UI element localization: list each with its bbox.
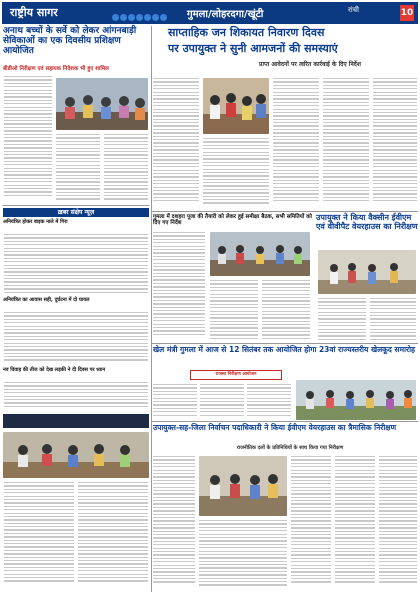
sports-photo <box>296 380 416 420</box>
right-text-col-a <box>318 298 366 342</box>
main-text-col-b <box>203 138 269 210</box>
left-text-col-b <box>56 134 100 204</box>
left-box-rule <box>3 205 149 206</box>
bottom-text-col-b <box>199 520 287 590</box>
sports-text-col-a <box>153 384 197 420</box>
mid-photo-meeting <box>210 232 310 276</box>
section-rule-bottom <box>151 421 418 422</box>
sports-subhead: राजस्व निरीक्षण आयोजन <box>190 370 282 380</box>
bottom-left-text-a <box>4 482 74 590</box>
page-number: 10 <box>400 5 414 21</box>
main-text-col-c <box>273 78 319 210</box>
bottom-photo-evm <box>199 456 287 516</box>
bottom-left-text-b <box>78 482 148 590</box>
bottom-text-col-d <box>335 456 375 590</box>
news-brief-label: ख़बर संक्षेप न्यूज़ <box>3 208 149 217</box>
sports-headline: खेल मंत्री गुमला में आज से 12 सितंबर तक आयोजित होगा 23वां राज्यस्तरीय खेलकूद समारोह <box>153 345 416 354</box>
column-rule-left <box>151 26 152 592</box>
brand-title: राष्ट्रीय सागर <box>10 6 58 19</box>
mid-headline: गुमला में दशहरा पूजा की तैयारी को लेकर हुई समीक्षा बैठक, सभी समितियों को दिए गए निर्देश <box>153 214 312 227</box>
left-text-col-a <box>4 76 52 204</box>
bottom-subhead: राजनीतिक दलों के प्रतिनिधियों के साथ किया गया निरीक्षण <box>236 445 344 451</box>
bottom-left-photo <box>3 432 149 478</box>
main-photo-grievance <box>203 78 269 134</box>
main-text-col-a <box>153 78 199 210</box>
left-top-subhead: बीडीओ निरीक्षण एवं सहायक निदेशक भी हुए शामिल <box>3 66 109 72</box>
edition-title: गुमला/लोहरदगा/खूंटी <box>187 9 264 20</box>
main-text-col-e <box>373 78 417 210</box>
bottom-left-band <box>3 414 149 428</box>
main-text-col-d <box>323 78 369 210</box>
left-lower-text <box>4 382 148 410</box>
brief-headline-2: अनियंत्रित का आवास सही, दुर्घटना में दो घायल <box>3 297 90 303</box>
brief-text-1 <box>4 234 148 296</box>
section-rule-mid <box>151 211 418 212</box>
mid-text-col-c <box>262 280 310 342</box>
main-headline-line1: साप्ताहिक जन शिकायत निवारण दिवस <box>168 26 325 39</box>
left-lower-headline: नव विवाह की तीज को देख लड़की ने दी दिवस पर ध्यान <box>3 367 106 373</box>
decorative-dots <box>112 6 176 20</box>
sports-text-col-b <box>200 384 244 420</box>
bottom-text-col-a <box>153 456 195 590</box>
right-headline: उपायुक्त ने किया वैक्सीन ईवीएम एवं वीवीपैट वेयरहाउस का निरीक्षण <box>316 213 418 231</box>
left-text-col-c <box>104 134 148 204</box>
bottom-headline: उपायुक्त-सह-जिला निर्वाचन पदाधिकारी ने किया ईवीएम वेयरहाउस का त्रैमासिक निरीक्षण <box>153 423 397 432</box>
section-rule-sports <box>151 343 418 344</box>
left-photo-meeting <box>56 78 148 130</box>
brief-text-2 <box>4 312 148 364</box>
masthead <box>2 2 418 24</box>
mid-text-col-b <box>210 280 258 342</box>
bottom-text-col-e <box>379 456 417 590</box>
right-photo-warehouse <box>318 250 416 294</box>
main-subhead: प्राप्त आवेदनों पर त्वरित कार्रवाई के दिए निर्देश <box>259 61 361 68</box>
city-label: रांची <box>348 6 359 14</box>
sports-text-col-c <box>247 384 291 420</box>
brief-headline-1: अनियंत्रित होकर बाइक नाले में गिरा <box>3 219 68 225</box>
mid-text-col-a <box>153 232 205 342</box>
main-headline-line2: पर उपायुक्त ने सुनी आमजनों की समस्याएं <box>168 42 338 55</box>
right-text-col-b <box>370 298 416 342</box>
bottom-text-col-c <box>291 456 331 590</box>
left-top-headline: अनाथ बच्चों के सर्वे को लेकर आंगनबाड़ी सेविकाओं का एक दिवसीय प्रशिक्षण आयोजित <box>3 26 137 56</box>
